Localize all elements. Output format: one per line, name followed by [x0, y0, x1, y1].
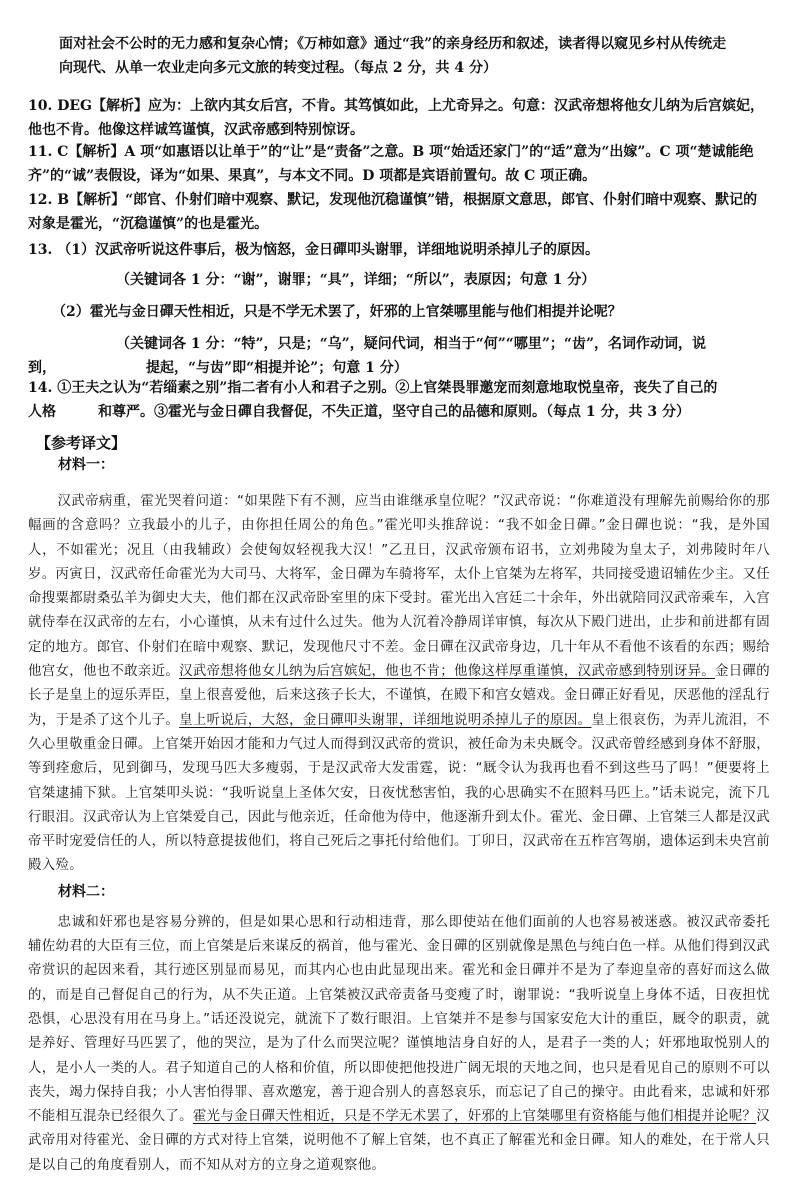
- q14-line-2: 人格 和尊严。③霍光与金日磾自我督促，不失正道，坚守自己的品德和原则。（每点 1 分，共 3 分）: [28, 404, 690, 420]
- q9-line-1: 面对社会不公时的无力感和复杂心情；《万柿如意》通过“我”的亲身经历和叙述，读者得以窥见乡村从传统走: [59, 36, 727, 52]
- q13-1-scoring: （关键词各 1 分：“谢”，谢罪；“具”，详细；“所以”，表原因；句意 1 分）: [116, 272, 596, 288]
- m1-pre: 汉武帝病重，霍光哭着问道：“如果陛下有不测，应当由谁继承皇位呢？”汉武帝说：“你难道没有理解先前赐给你的那幅画的含意吗？立我最小的儿子，由你担任周公的角色。”霍光叩头推辞说：“我不如金日磾。”金日磾也说：“我，是外国人，不如霍光；况且（由我辅政）会使匈奴轻视我大汉！”乙丑日，汉武帝颁布诏书，立刘弗陵为皇太子，刘弗陵时年八岁。丙寅日，汉武帝任命霍光为大司马、大将军，金日磾为车骑将军，太仆上官桀为左将军，共同接受遗诏辅佐少主。又任命搜粟都尉桑弘羊为御史大夫，他们都在汉武帝卧室里的床下受封。霍光出入宫廷二十余年，外出就陪同汉武帝乘车，入宫就侍奉在汉武帝的左右，小心谨慎，从未有过什么过失。他为人沉着冷静周详审慎，每次从下殿门进出，止步和前进都有固定的地方。郎官、仆射们在暗中观察、默记，发现他尺寸不差。金日磾在汉武帝身边，几十年从不看他不该看的东西；赐给他宫女，他也不敢亲近。: [28, 494, 770, 680]
- m1-underlined-1: 汉武帝想将他女儿纳为后宫嫔妃，他也不肯；他像这样厚重谨慎，汉武帝感到特别讶异。: [179, 664, 716, 680]
- q13-2-text: （2）霍光与金日磾天性相近，只是不学无术罢了，奸邪的上官桀哪里能与他们相提并论呢？: [52, 304, 622, 320]
- reference-translation: [0, 432, 800, 1178]
- translation-heading: 【参考译文】: [36, 434, 127, 452]
- q13-1-text: 13. （1）汉武帝听说这件事后，极为恼怒，金日磾叩头谢罪，详细地说明杀掉儿子的原因。: [28, 242, 599, 258]
- m2-pre: 忠诚和奸邪也是容易分辨的，但是如果心思和行动相违背，那么即使站在他们面前的人也容易被迷惑。被汉武帝委托辅佐幼君的大臣有三位，而上官桀是后来谋反的祸首，他与霍光、金日磾的区别就像是黑色与纯白色一样。从他们得到汉武帝赏识的起因来看，其行迹区别显而易见，而其内心也由此显现出来。霍光和金日磾并不是为了奉迎皇帝的喜好而这么做的，而是自己督促自己的行为，从不失正道。上官桀被汉武帝责备马变瘦了时，谢罪说：“我听说皇上身体不适，日夜担忧恐惧，心思没有用在马身上。”话还没说完，就流下了数行眼泪。上官桀并不是参与国家安危大计的重臣，厩令的职责，就是养好、管理好马匹罢了，他的哭泣，是为了什么而哭泣呢？谨慎地洁身自好的人，是君子一类的人；奸邪地取悦别人的人，是小人一类的人。君子知道自己的人格和价值，所以即使把他投进广阔无垠的天地之间，也只是看见自己的原则不可以丧失，竭力保持自我；小人害怕得罪、喜欢邀宠，善于迎合别人的喜怒哀乐，而忘记了自己的操守。由此看来，忠诚和奸邪不能相互混杂已经很久了。: [28, 914, 770, 1125]
- q11-answer: [0, 140, 800, 188]
- q14-answer: [0, 376, 800, 424]
- q10-answer: [0, 94, 800, 142]
- material-2-text: [0, 911, 800, 1178]
- q12-answer: [0, 188, 800, 236]
- m1-mid: 金日磾的长子是皇上的逗乐弄臣，皇上很喜爱他，后来这孩子长大，不谨慎，在殿下和宫女嬉戏。金日磾正好看见，厌恶他的淫乱行为，于是杀了这个儿子。: [28, 664, 771, 728]
- q12-text: 12. B【解析】“郎官、仆射们暗中观察、默记，发现他沉稳谨慎”错，根据原文意思，郎官、仆射们暗中观察、默记的对象是霍光，“沉稳谨慎”的也是霍光。: [28, 192, 758, 232]
- q11-text: 11. C【解析】A 项“如惠语以让单于”的“让”是“责备”之意。B 项“始适还家门”的“适”意为“出嫁”。C 项“楚诚能绝齐”的“诚”表假设，译为“如果、果真”，与本文不同。D 项都是宾语前置句。故 C 项正确。: [28, 144, 754, 184]
- q13-2-scoring-2b: 提起，“与齿”即“相提并论”；句意 1 分）: [146, 360, 408, 376]
- q13-answer: [0, 238, 800, 380]
- q13-2-scoring-2a: 到，: [28, 360, 56, 376]
- q9-answer-tail: [0, 32, 800, 80]
- m1-underlined-2: 皇上听说后，大怒，金日磾叩头谢罪，详细地说明杀掉儿子的原因。: [179, 712, 592, 728]
- q13-2-scoring-1: （关键词各 1 分：“特”，只是；“乌”，疑问代词，相当于“何”“哪里”；“齿”，名词作动词，说: [116, 336, 707, 352]
- m2-post: 汉武帝用对待霍光、金日磾的方式对待上官桀，说明他不了解上官桀，也不真正了解霍光和金日磾。知人的难处，在于常人只是以自己的角度看别人，而不知从对方的立身之道观察他。: [28, 1109, 771, 1173]
- m1-post: 皇上很哀伤，为弄儿流泪，不久心里敬重金日磾。上官桀开始因才能和力气过人而得到汉武帝的赏识，被任命为未央厩令。汉武帝曾经感到身体不舒服，等到痊愈后，见到御马，发现马匹大多瘦弱，于是汉武帝大发雷霆，说：“厩令认为我再也看不到这些马了吗！”便要将上官桀逮捕下狱。上官桀叩头说：“我听说皇上圣体欠安，日夜忧愁害怕，我的心思确实不在照料马匹上。”话未说完，流下几行眼泪。汉武帝认为上官桀爱自己，因此与他亲近，任命他为侍中，他逐渐升到太仆。霍光、金日磾、上官桀三人都是汉武帝平时宠爱信任的人，所以特意提拔他们，将自己死后之事托付给他们。丁卯日，汉武帝在五柞宫驾崩，遗体运到未央宫前殿入殓。: [28, 712, 771, 874]
- q14-line-1: 14. ①王夫之认为“若缁素之别”指二者有小人和君子之别。②上官桀畏罪邀宠而刻意地取悦皇帝，丧失了自己的: [28, 380, 718, 396]
- q10-text: 10. DEG【解析】应为：上欲内其女后宫，不肯。其笃慎如此，上尤奇异之。句意：汉武帝想将他女儿纳为后宫嫔妃，他也不肯。他像这样诚笃谨慎，汉武帝感到特别惊讶。: [28, 98, 764, 138]
- q9-line-2: 向现代、从单一农业走向多元文旅的转变过程。（每点 2 分，共 4 分）: [59, 60, 497, 76]
- material-2-label: 材料二：: [58, 883, 114, 900]
- m2-underlined: 霍光与金日磾天性相近，只是不学无术罢了，奸邪的上官桀哪里有资格能与他们相提并论呢？: [192, 1109, 757, 1125]
- material-1-text: [0, 490, 800, 879]
- material-1-label: 材料一：: [58, 457, 114, 473]
